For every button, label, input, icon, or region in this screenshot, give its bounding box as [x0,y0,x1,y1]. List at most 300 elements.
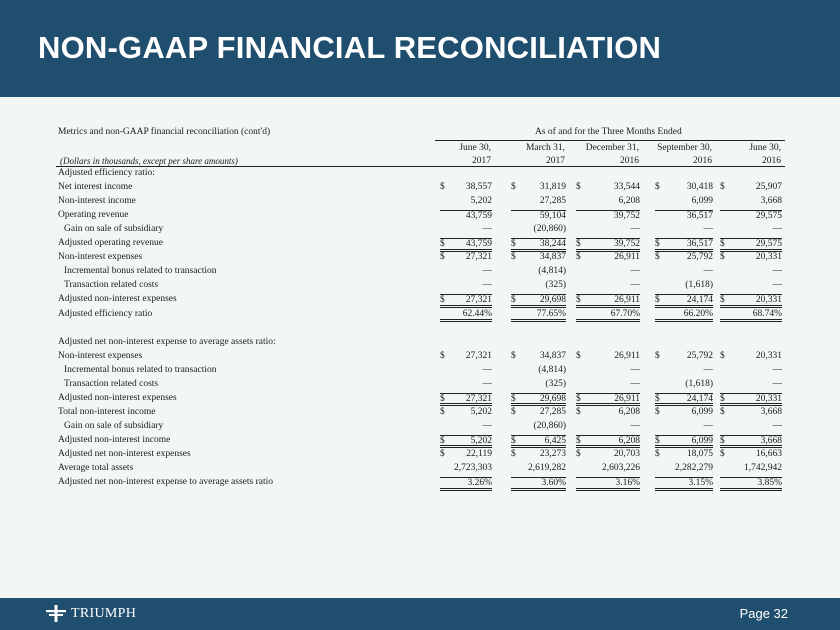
table-cell [576,309,640,323]
dollar-sign: $ [511,295,516,306]
table-title: Metrics and non-GAAP financial reconciliation (cont'd) [58,127,271,137]
row-label: Incremental bonus related to transaction [64,364,217,375]
table-cell [511,379,566,393]
table-cell [440,379,492,393]
cell-value: 3.85% [757,478,782,489]
table-cell [511,449,566,463]
cell-value: 5,202 [470,196,492,207]
table-row [0,224,840,238]
table-cell [440,294,492,308]
cell-value: 26,911 [614,393,640,404]
table-cell [576,421,640,435]
table-cell [655,463,713,477]
table-cell [511,309,566,323]
table-cell [440,252,492,266]
table-cell [720,365,782,379]
table-cell [655,252,713,266]
row-label: Transaction related costs [64,378,159,389]
table-cell [440,421,492,435]
table-row [0,365,840,379]
column-header-year: 2016 [693,156,712,166]
cell-value: (1,618) [685,280,713,291]
cell-value: 29,698 [539,393,566,404]
table-cell [655,435,713,449]
table-row [0,449,840,463]
table-cell [655,280,713,294]
table-cell [720,280,782,294]
cell-value: 2,603,226 [602,463,640,474]
cell-value: 3,668 [760,406,782,417]
table-cell [655,477,713,491]
cell-value: 5,202 [470,435,492,446]
table-cell [576,463,640,477]
table-cell [655,379,713,393]
dollar-sign: $ [720,239,725,250]
cell-value: — [630,224,640,235]
table-cell [576,280,640,294]
table-cell [440,477,492,491]
cell-value: — [630,378,640,389]
dollar-sign: $ [720,393,725,404]
cell-value: 27,321 [465,252,492,263]
table-cell [511,238,566,252]
row-label: Operating revenue [58,210,129,221]
cell-value: 18,075 [686,449,713,459]
cell-value: 23,273 [539,449,566,459]
dollar-sign: $ [511,393,516,404]
cell-value: — [772,378,782,389]
table-cell [576,224,640,238]
table-cell [511,252,566,266]
logo-text: TRIUMPH [71,605,137,621]
table-cell [440,463,492,477]
row-label: Adjusted efficiency ratio [58,308,153,319]
cell-value: 3.16% [615,478,640,489]
cell-value: 16,663 [755,449,782,459]
dollar-sign: $ [511,449,516,459]
table-cell [655,294,713,308]
dollar-sign: $ [576,350,581,361]
cell-value: 6,425 [544,435,566,446]
cell-value: 29,698 [539,295,566,306]
cell-value: 26,911 [614,295,640,306]
cell-value: 38,244 [539,239,566,250]
dollar-sign: $ [440,252,445,263]
cell-value: 20,331 [755,295,782,306]
cell-value: 6,208 [618,196,640,207]
dollar-sign: $ [576,449,581,459]
cell-value: 22,119 [466,449,492,459]
table-cell [576,182,640,196]
dollar-sign: $ [576,435,581,446]
table-cell [576,435,640,449]
cell-value: 20,331 [755,350,782,361]
table-cell [655,182,713,196]
dollar-sign: $ [655,449,660,459]
row-label: Adjusted non-interest income [58,434,171,445]
table-cell [576,210,640,224]
cell-value: 3.26% [467,478,492,489]
table-cell [511,224,566,238]
page-title: NON-GAAP FINANCIAL RECONCILIATION [38,30,662,65]
cell-value: 5,202 [470,406,492,417]
table-cell [720,463,782,477]
table-row [0,266,840,280]
table-cell [720,238,782,252]
cell-value: — [482,280,492,291]
cell-value: 36,517 [686,211,713,222]
table-cell [720,421,782,435]
column-header-date: September 30, [657,143,712,153]
table-cell [655,238,713,252]
dollar-sign: $ [440,435,445,446]
table-row [0,168,840,182]
table-cell [655,421,713,435]
table-row [0,280,840,294]
table-cell [720,393,782,407]
table-cell [511,393,566,407]
table-cell [720,294,782,308]
cell-value: 38,557 [465,182,492,193]
dollar-sign: $ [655,182,660,193]
table-cell [655,196,713,210]
row-label: Incremental bonus related to transaction [64,266,217,277]
dollar-sign: $ [720,252,725,263]
table-cell [720,252,782,266]
table-cell [511,280,566,294]
table-cell [655,309,713,323]
column-header-date: June 30, [749,143,781,153]
cell-value: 25,792 [686,350,713,361]
table-cell [440,266,492,280]
dollar-sign: $ [655,435,660,446]
cell-value: 27,285 [539,196,566,207]
cell-value: 43,759 [465,239,492,250]
table-cell [511,421,566,435]
dollar-sign: $ [511,350,516,361]
table-cell [440,210,492,224]
table-cell [720,266,782,280]
cell-value: (4,814) [538,266,566,277]
table-cell [511,435,566,449]
column-header-year: 2016 [620,156,639,166]
cell-value: (325) [545,280,566,291]
cell-value: 77.65% [536,308,566,319]
row-label: Transaction related costs [64,280,159,291]
table-cell [440,393,492,407]
row-label: Adjusted net non-interest expense to average assets ratio: [58,336,276,347]
table-cell [440,196,492,210]
table-cell [655,266,713,280]
table-cell [440,238,492,252]
cell-value: — [482,420,492,431]
table-cell [440,449,492,463]
table-cell [576,393,640,407]
cell-value: — [772,224,782,235]
column-header-year: 2016 [762,156,781,166]
table-cell [655,365,713,379]
table-row [0,379,840,393]
cell-value: 59,104 [539,211,566,222]
dollar-sign: $ [440,182,445,193]
row-label: Adjusted non-interest expenses [58,294,177,305]
table-cell [655,407,713,421]
dollar-sign: $ [440,350,445,361]
cell-value: 66.20% [683,308,713,319]
period-header: As of and for the Three Months Ended [535,127,682,137]
table-cell [720,449,782,463]
table-cell [511,351,566,365]
row-label: Gain on sale of subsidiary [64,420,164,431]
cell-value: 6,208 [618,406,640,417]
table-row [0,238,840,252]
dollar-sign: $ [720,350,725,361]
cell-value: — [482,378,492,389]
table-cell [511,266,566,280]
table-row [0,463,840,477]
table-cell [440,309,492,323]
table-cell [655,449,713,463]
table-cell [720,351,782,365]
table-row [0,337,840,351]
cell-value: 31,819 [539,182,566,193]
table-cell [511,196,566,210]
table-row [0,435,840,449]
dollar-sign: $ [440,406,445,417]
table-cell [655,224,713,238]
table-cell [440,351,492,365]
row-label: Net interest income [58,182,133,193]
cell-value: 3,668 [760,435,782,446]
table-cell [440,435,492,449]
company-logo [46,605,136,622]
cell-value: — [703,266,713,277]
header-rule [56,166,785,167]
table-row [0,182,840,196]
cell-value: — [482,224,492,235]
cell-value: 2,723,303 [454,463,492,474]
cell-value: 29,575 [755,211,782,222]
cell-value: 2,282,279 [675,463,713,474]
table-cell [655,393,713,407]
cell-value: 25,792 [686,252,713,263]
column-header-date: December 31, [585,143,639,153]
cell-value: (20,860) [533,224,566,235]
table-row [0,294,840,308]
row-label: Total non-interest income [58,406,156,417]
cell-value: 20,331 [755,393,782,404]
row-label: Adjusted efficiency ratio: [58,168,155,178]
cell-value: 67.70% [610,308,640,319]
table-cell [440,365,492,379]
cell-value: 27,285 [539,406,566,417]
dollar-sign: $ [440,449,445,459]
table-cell [511,294,566,308]
table-cell [720,407,782,421]
table-cell [720,309,782,323]
dollar-sign: $ [720,449,725,459]
cell-value: — [772,420,782,431]
dollar-sign: $ [576,406,581,417]
table-cell [576,266,640,280]
table-cell [720,435,782,449]
column-header-year: 2017 [472,156,491,166]
dollar-sign: $ [720,182,725,193]
page-number: Page 32 [739,606,788,621]
cell-value: 34,837 [539,350,566,361]
cell-value: 25,907 [755,182,782,193]
row-label: Non-interest expenses [58,252,143,263]
cell-value: 6,208 [618,435,640,446]
dollar-sign: $ [720,295,725,306]
cell-value: 36,517 [686,239,713,250]
cell-value: 20,331 [755,252,782,263]
table-cell [655,210,713,224]
table-row [0,196,840,210]
slide-header [0,0,840,97]
cell-value: — [630,280,640,291]
cell-value: 26,911 [614,350,640,361]
cell-value: — [630,420,640,431]
table-row [0,393,840,407]
table-cell [511,210,566,224]
cell-value: 27,321 [465,393,492,404]
dollar-sign: $ [440,239,445,250]
table-cell [511,463,566,477]
cell-value: 68.74% [752,308,782,319]
cell-value: 30,418 [686,182,713,193]
dollar-sign: $ [720,435,725,446]
cell-value: — [482,266,492,277]
dollar-sign: $ [576,295,581,306]
cell-value: 27,321 [465,295,492,306]
table-row [0,210,840,224]
cross-logo-icon [46,605,66,622]
row-label: Non-interest income [58,196,136,207]
table-cell [440,280,492,294]
table-cell [576,449,640,463]
dollar-sign: $ [576,182,581,193]
cell-value: — [772,280,782,291]
dollar-sign: $ [720,406,725,417]
cell-value: — [482,364,492,375]
table-cell [576,379,640,393]
cell-value: (1,618) [685,378,713,389]
cell-value: 33,544 [613,182,640,193]
table-cell [440,407,492,421]
dollar-sign: $ [655,406,660,417]
cell-value: 43,759 [465,211,492,222]
cell-value: 3.15% [688,478,713,489]
table-cell [576,407,640,421]
cell-value: 2,619,282 [528,463,566,474]
slide-footer [0,598,840,630]
dollar-sign: $ [511,435,516,446]
row-label: Average total assets [58,463,134,474]
cell-value: — [772,364,782,375]
table-row [0,477,840,491]
dollar-sign: $ [511,239,516,250]
table-cell [440,182,492,196]
units-note: (Dollars in thousands, except per share amounts) [60,156,238,166]
cell-value: 39,752 [613,239,640,250]
dollar-sign: $ [655,295,660,306]
row-label: Adjusted net non-interest expenses [58,449,191,459]
cell-value: 26,911 [614,252,640,263]
cell-value: 29,575 [755,239,782,250]
cell-value: 6,099 [691,435,713,446]
cell-value: 6,099 [691,196,713,207]
dollar-sign: $ [511,406,516,417]
cell-value: — [772,266,782,277]
row-label: Adjusted net non-interest expense to average assets ratio [58,477,273,488]
dollar-sign: $ [440,295,445,306]
cell-value: 3.60% [541,478,566,489]
cell-value: (325) [545,378,566,389]
column-header-date: March 31, [525,143,565,153]
table-cell [655,351,713,365]
cell-value: 6,099 [691,406,713,417]
table-cell [440,224,492,238]
cell-value: 24,174 [686,393,713,404]
table-cell [576,365,640,379]
table-cell [576,477,640,491]
table-cell [576,294,640,308]
cell-value: — [703,420,713,431]
table-row [0,323,840,337]
dollar-sign: $ [655,393,660,404]
table-row [0,252,840,266]
table-cell [576,351,640,365]
dollar-sign: $ [576,252,581,263]
dollar-sign: $ [655,252,660,263]
cell-value: — [630,364,640,375]
cell-value: 20,703 [613,449,640,459]
cell-value: 3,668 [760,196,782,207]
row-label: Adjusted operating revenue [58,238,163,249]
table-cell [511,365,566,379]
table-cell [511,407,566,421]
row-label: Gain on sale of subsidiary [64,224,164,235]
cell-value: 39,752 [613,211,640,222]
table-cell [720,196,782,210]
table-cell [511,182,566,196]
table-cell [576,252,640,266]
cell-value: — [703,364,713,375]
table-cell [720,477,782,491]
column-header-year: 2017 [546,156,565,166]
table-row [0,351,840,365]
cell-value: (20,860) [533,420,566,431]
cell-value: — [630,266,640,277]
dollar-sign: $ [655,239,660,250]
period-header-rule [435,140,785,141]
dollar-sign: $ [576,239,581,250]
row-label: Non-interest expenses [58,350,143,361]
cell-value: 27,321 [465,350,492,361]
table-row [0,407,840,421]
dollar-sign: $ [511,182,516,193]
dollar-sign: $ [511,252,516,263]
cell-value: 34,837 [539,252,566,263]
dollar-sign: $ [576,393,581,404]
cell-value: 24,174 [686,295,713,306]
cell-value: (4,814) [538,364,566,375]
table-cell [576,196,640,210]
column-header-date: June 30, [459,143,491,153]
table-row [0,421,840,435]
cell-value: — [703,224,713,235]
